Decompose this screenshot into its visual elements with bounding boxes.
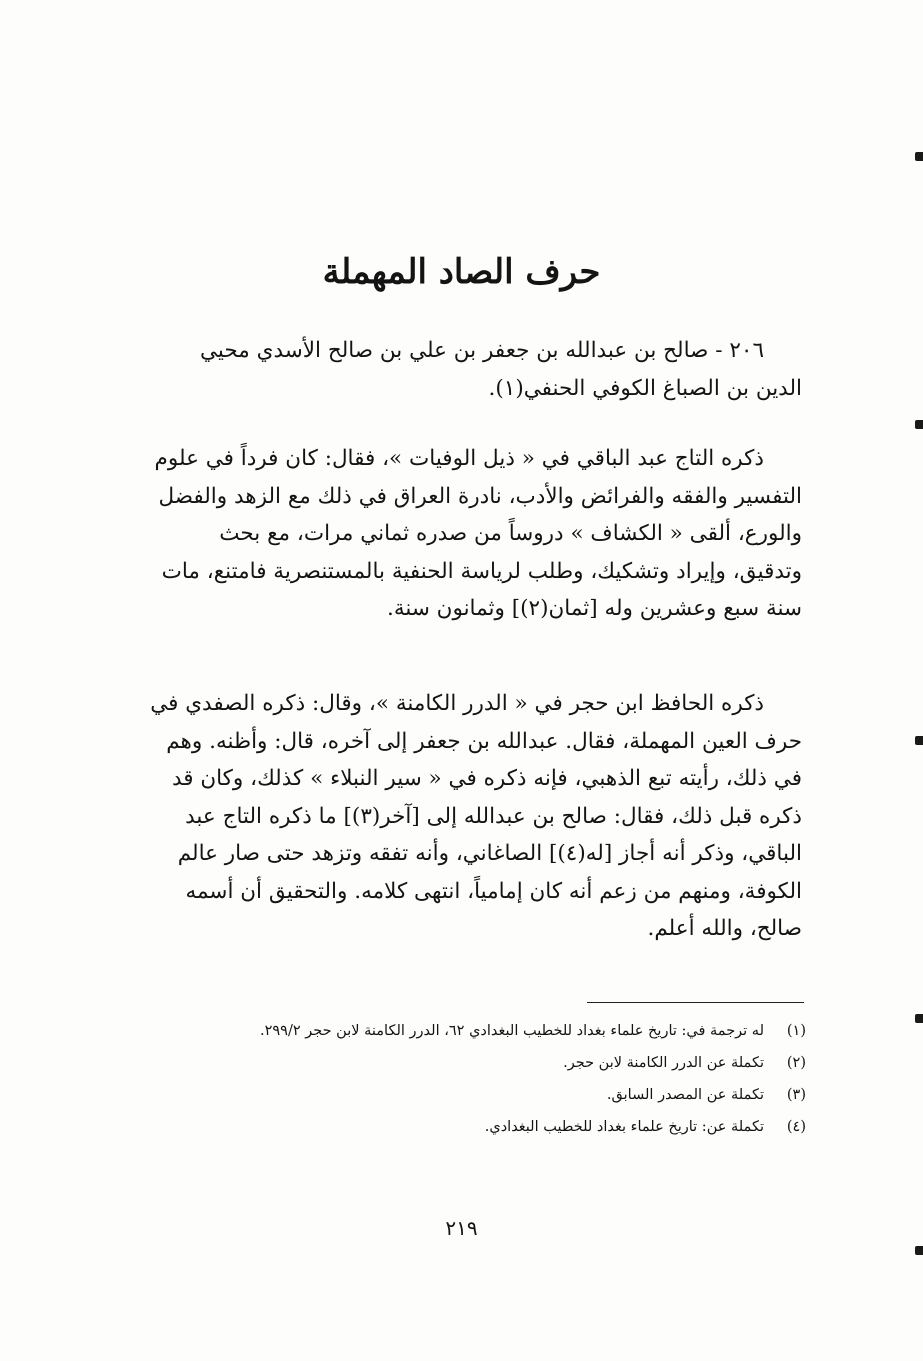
paragraph-taj-abd-al-baqi <box>138 440 802 628</box>
footnote <box>138 1114 806 1140</box>
paragraph-line: في ذلك، رأيته تبع الذهبي، فإنه ذكره في « سير النبلاء » كذلك، وكان قد <box>171 766 802 791</box>
section-heading: حرف الصاد المهملة <box>322 252 601 292</box>
page-edge-mark <box>915 1014 923 1023</box>
paragraph-line: ذكره التاج عبد الباقي في « ذيل الوفيات »، فقال: كان فرداً في علوم <box>154 446 764 471</box>
entry-line: ٢٠٦ - صالح بن عبدالله بن جعفر بن علي بن صالح الأسدي محيي <box>199 338 764 363</box>
footnote-number: (٣) <box>786 1087 806 1103</box>
entry-line: الدين بن الصباغ الكوفي الحنفي(١). <box>488 375 802 401</box>
footnote-text: تكملة عن المصدر السابق. <box>606 1087 764 1103</box>
footnotes <box>138 1018 806 1146</box>
paragraph-line: الباقي، وذكر أنه أجاز [له(٤)] الصاغاني، وأنه تفقه وتزهد حتى صار عالم <box>177 841 802 866</box>
page-edge-mark <box>915 736 923 745</box>
footnote-separator <box>587 1002 804 1003</box>
footnote-number: (٤) <box>786 1119 806 1135</box>
footnote <box>138 1082 806 1108</box>
footnote-number: (٢) <box>786 1055 806 1071</box>
footnote-text: له ترجمة في: تاريخ علماء بغداد للخطيب البغدادي ٦٢، الدرر الكامنة لابن حجر ٢٩٩/٢. <box>259 1023 764 1039</box>
paragraph-ibn-hajar <box>138 685 802 948</box>
footnote-number: (١) <box>786 1023 806 1039</box>
footnote-text: تكملة عن: تاريخ علماء بغداد للخطيب البغدادي. <box>484 1119 764 1135</box>
paragraph-line: ذكره الحافظ ابن حجر في « الدرر الكامنة »، وقال: ذكره الصفدي في <box>150 691 764 716</box>
paragraph-line: والورع، ألقى « الكشاف » دروساً من صدره ثماني مرات، مع بحث <box>219 521 802 546</box>
paragraph-line: الكوفة، ومنهم من زعم أنه كان إمامياً، انتهى كلامه. والتحقيق أن أسمه <box>185 878 802 904</box>
page-edge-mark <box>915 420 923 429</box>
page-edge-mark <box>915 1246 923 1255</box>
paragraph-line: صالح، والله أعلم. <box>647 916 802 941</box>
footnote <box>138 1050 806 1076</box>
paragraph-line: حرف العين المهملة، فقال. عبدالله بن جعفر إلى آخره، قال: وأظنه. وهم <box>166 728 802 754</box>
biography-entry-header <box>138 332 802 407</box>
paragraph-line: سنة سبع وعشرين وله [ثمان(٢)] وثمانون سنة. <box>386 596 802 621</box>
footnote-text: تكملة عن الدرر الكامنة لابن حجر. <box>563 1055 764 1071</box>
paragraph-line: ذكره قبل ذلك، فقال: صالح بن عبدالله إلى [آخر(٣)] ما ذكره التاج عبد <box>185 803 802 829</box>
footnote <box>138 1018 806 1044</box>
page-number: ٢١٩ <box>445 1216 478 1240</box>
page-edge-mark <box>915 152 923 161</box>
paragraph-line: وتدقيق، وإيراد وتشكيك، وطلب لرياسة الحنفية بالمستنصرية فامتنع، مات <box>161 558 802 584</box>
paragraph-line: التفسير والفقه والفرائض والأدب، نادرة العراق في ذلك مع الزهد والفضل <box>158 483 802 509</box>
